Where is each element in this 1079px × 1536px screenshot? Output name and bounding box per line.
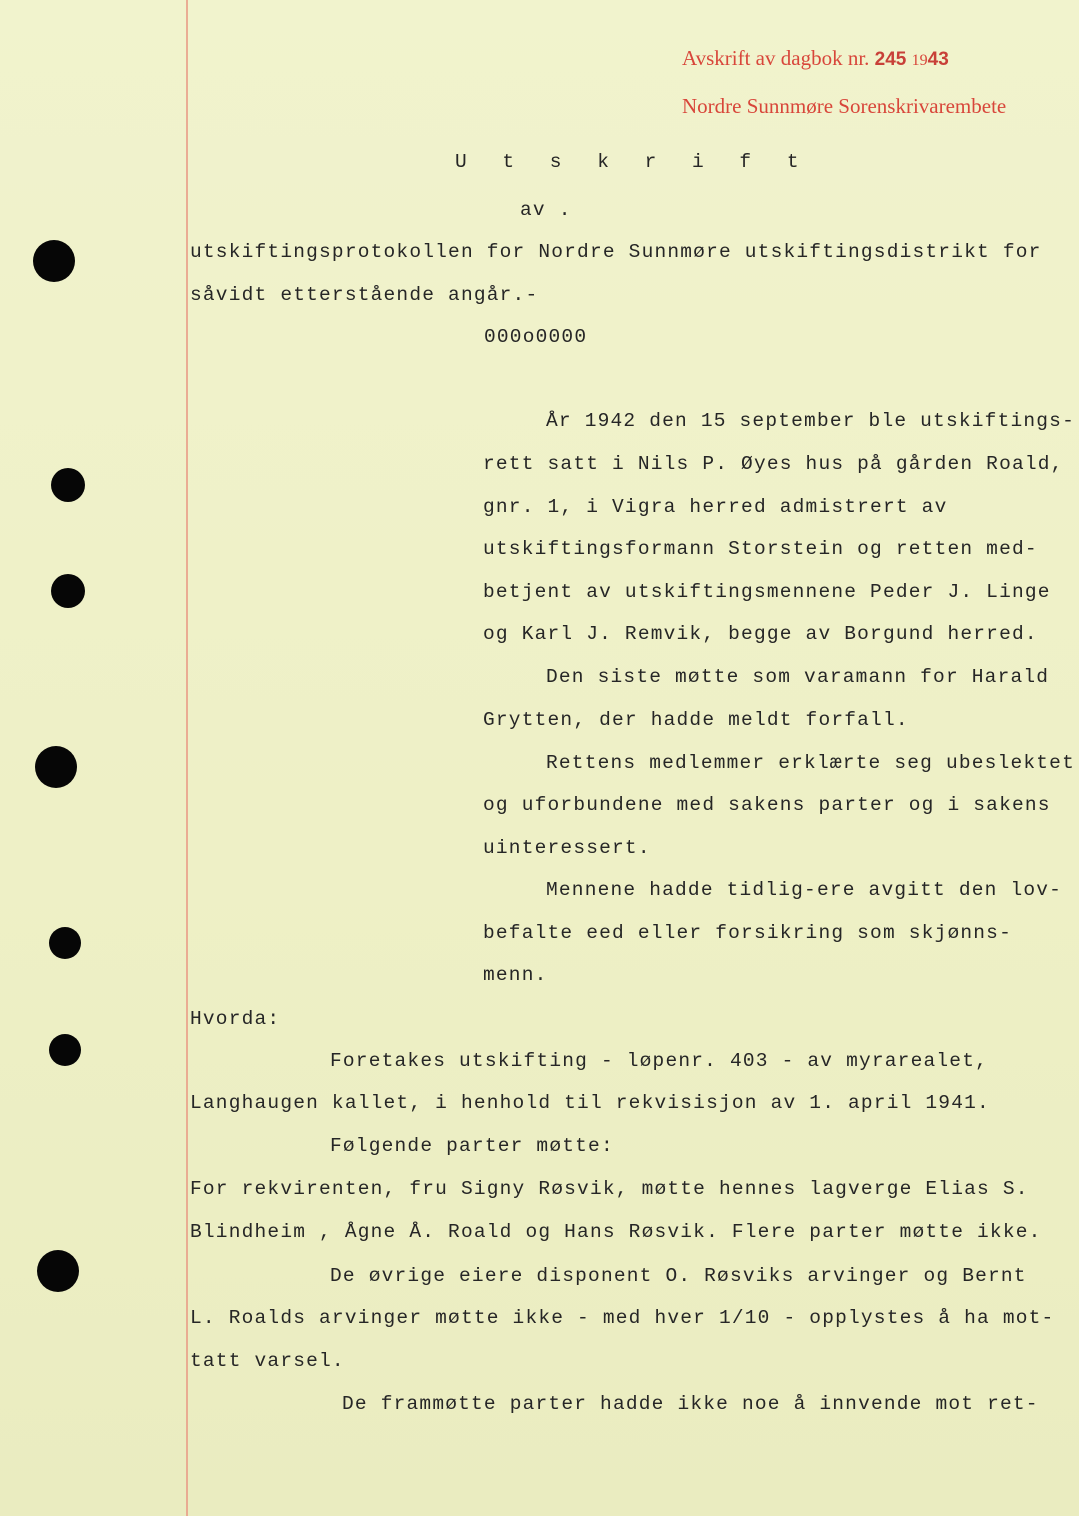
text-line: tatt varsel. <box>190 1350 345 1372</box>
punch-hole <box>49 1034 81 1066</box>
stamp-year-prefix: 19 <box>911 52 928 69</box>
text-line: Grytten, der hadde meldt forfall. <box>483 709 909 731</box>
text-line: gnr. 1, i Vigra herred admistrert av <box>483 496 948 518</box>
stamp-journal-number: 245 <box>874 49 907 70</box>
text-line: Mennene hadde tidlig-ere avgitt den lov- <box>546 879 1063 901</box>
punch-hole <box>35 746 77 788</box>
text-line: utskiftingsformann Storstein og retten med- <box>483 538 1038 560</box>
section-heading: Hvorda: <box>190 1008 281 1030</box>
punch-hole <box>37 1250 79 1292</box>
text-line: Blindheim , Ågne Å. Roald og Hans Røsvik. Flere parter møtte ikke. <box>190 1221 1042 1243</box>
text-line: Rettens medlemmer erklærte seg ubeslektet <box>546 752 1075 774</box>
stamp-office-name: Nordre Sunnmøre Sorenskrivarembete <box>682 94 1007 118</box>
punch-hole <box>33 240 75 282</box>
separator-line: 000o0000 <box>484 326 588 348</box>
text-line: uinteressert. <box>483 837 651 859</box>
text-line: Den siste møtte som varamann for Harald <box>546 666 1050 688</box>
scan-border <box>0 1516 1079 1536</box>
document-subtitle: av . <box>520 199 572 221</box>
text-line: De frammøtte parter hadde ikke noe å innvende mot ret- <box>342 1393 1039 1415</box>
punch-hole <box>51 468 85 502</box>
text-line: Langhaugen kallet, i henhold til rekvisisjon av 1. april 1941. <box>190 1092 990 1114</box>
punch-hole <box>51 574 85 608</box>
stamp-year-suffix: 43 <box>927 49 949 70</box>
document-title: U t s k r i f t <box>455 151 811 173</box>
margin-rule <box>186 0 188 1516</box>
text-line: og Karl J. Remvik, begge av Borgund herred. <box>483 623 1038 645</box>
text-line: For rekvirenten, fru Signy Røsvik, møtte hennes lagverge Elias S. <box>190 1178 1029 1200</box>
text-line: rett satt i Nils P. Øyes hus på gården Roald, <box>483 453 1064 475</box>
text-line: De øvrige eiere disponent O. Røsviks arvinger og Bernt <box>330 1265 1027 1287</box>
text-line: befalte eed eller forsikring som skjønns- <box>483 922 1012 944</box>
text-line: L. Roalds arvinger møtte ikke - med hver 1/10 - opplystes å ha mot- <box>190 1307 1055 1329</box>
text-line: År 1942 den 15 september ble utskiftings- <box>546 410 1075 432</box>
text-line: Følgende parter møtte: <box>330 1135 614 1157</box>
text-line: utskiftingsprotokollen for Nordre Sunnmøre utskiftingsdistrikt for <box>190 241 1042 263</box>
text-line: og uforbundene med sakens parter og i sakens <box>483 794 1051 816</box>
text-line: såvidt etterstående angår.- <box>190 284 539 306</box>
punch-hole <box>49 927 81 959</box>
text-line: menn. <box>483 964 548 986</box>
text-line: betjent av utskiftingsmennene Peder J. Linge <box>483 581 1051 603</box>
stamp-prefix: Avskrift av dagbok nr. <box>682 46 870 70</box>
text-line: Foretakes utskifting - løpenr. 403 - av myrarealet, <box>330 1050 988 1072</box>
